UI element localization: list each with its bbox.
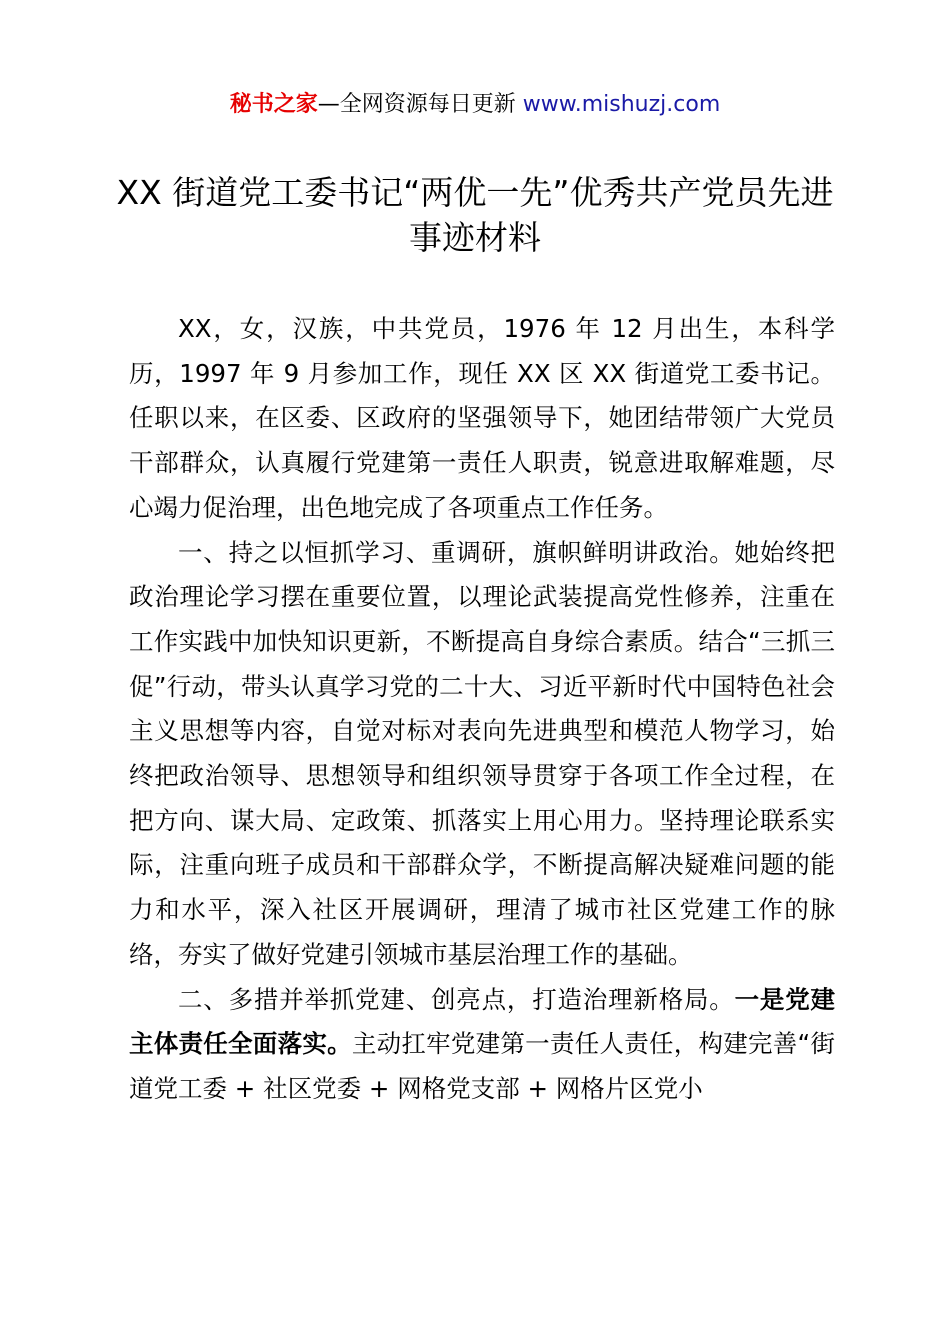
site-brand: 秘书之家 (229, 92, 318, 117)
document-body (129, 307, 835, 1112)
paragraph-section-2 (129, 978, 835, 1112)
paragraph-intro: XX，女，汉族，中共党员，1976 年 12 月出生，本科学历，1997 年 9 月参加工作，现任 XX 区 XX 街道党工委书记。任职以来，在区委、区政府的坚强领导下，她团结带领广大党员干部群众，认真履行党建第一责任人职责，锐意进取解难题，尽心竭力促治理，出色地完成了各项重点工作任务。 (129, 314, 835, 522)
section-2-text: 主动扛牢党建第一责任人责任，构建完善“街道党工委 + 社区党委 + 网格党支部 + 网格片区党小 (129, 1029, 836, 1103)
paragraph-section-1: 一、持之以恒抓学习、重调研，旗帜鲜明讲政治。她始终把政治理论学习摆在重要位置，以理论武装提高党性修养，注重在工作实践中加快知识更新，不断提高自身综合素质。结合“三抓三促”行动，带头认真学习党的二十大、习近平新时代中国特色社会主义思想等内容，自觉对标对表向先进典型和模范人物学习，始终把政治领导、思想领导和组织领导贯穿于各项工作全过程，在把方向、谋大局、定政策、抓落实上用心用力。坚持理论联系实际，注重向班子成员和干部群众学，不断提高解决疑难问题的能力和水平，深入社区开展调研，理清了城市社区党建工作的脉络，夯实了做好党建引领城市基层治理工作的基础。 (129, 537, 835, 969)
document-title: XX 街道党工委书记“两优一先”优秀共产党员先进事迹材料 (116, 173, 834, 257)
section-2-bold-point: 一是党建主体责任全面落实。 (129, 984, 836, 1059)
site-tagline: —全网资源每日更新 (317, 92, 523, 117)
site-url-link[interactable]: www.mishuzj.com (522, 92, 721, 117)
section-2-heading: 二、多措并举抓党建、创亮点，打造治理新格局。 (178, 984, 735, 1014)
site-header (0, 88, 950, 122)
